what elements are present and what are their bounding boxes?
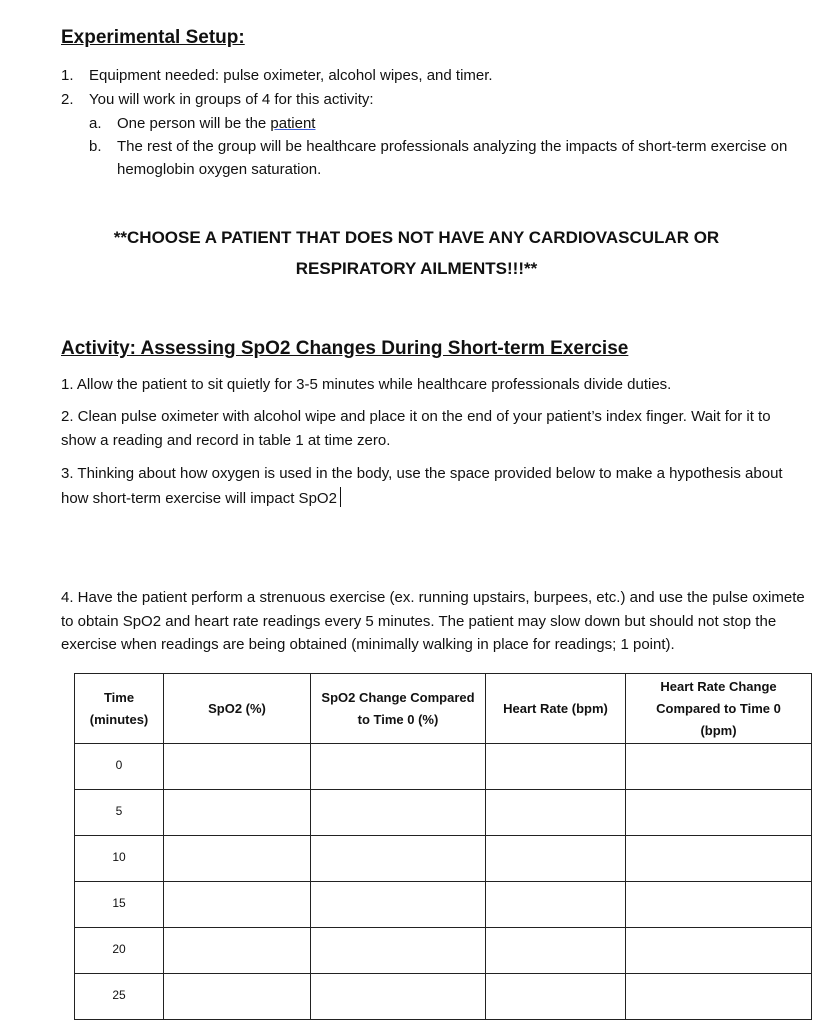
step-1: 1. Allow the patient to sit quietly for 3-5 minutes while healthcare professionals divide duties. — [61, 376, 672, 393]
setup-heading: Experimental Setup: — [61, 27, 245, 48]
step-3-line2: how short-term exercise will impact SpO2 — [61, 490, 337, 507]
step-4-line2: to obtain SpO2 and heart rate readings every 5 minutes. The patient may slow down but should not stop the — [61, 613, 777, 630]
table-header-row — [75, 674, 812, 744]
setup-item-1 — [61, 64, 74, 88]
spo2-cell[interactable] — [164, 974, 311, 1020]
heart-rate-cell[interactable] — [486, 744, 626, 790]
setup-item-2-text: You will work in groups of 4 for this activity: — [89, 91, 374, 108]
heart-rate-change-cell[interactable] — [626, 974, 812, 1020]
step-4-line3: exercise when readings are being obtained (minimally walking in place for readings; 1 point). — [61, 636, 675, 653]
step-2-line2: show a reading and record in table 1 at time zero. — [61, 432, 391, 449]
table-row — [75, 790, 812, 836]
spo2-change-cell[interactable] — [311, 974, 486, 1020]
heart-rate-change-cell[interactable] — [626, 882, 812, 928]
heart-rate-cell[interactable] — [486, 974, 626, 1020]
subitem-b-line2: hemoglobin oxygen saturation. — [117, 161, 322, 178]
table-row — [75, 974, 812, 1020]
header-heart-rate-change: Heart Rate Change Compared to Time 0 (bpm) — [626, 674, 812, 744]
header-time: Time (minutes) — [75, 674, 164, 744]
table-row — [75, 882, 812, 928]
heart-rate-change-cell[interactable] — [626, 744, 812, 790]
warning-line-1: **CHOOSE A PATIENT THAT DOES NOT HAVE ANY CARDIOVASCULAR OR — [113, 228, 720, 247]
spo2-cell[interactable] — [164, 744, 311, 790]
spo2-change-cell[interactable] — [311, 790, 486, 836]
activity-heading: Activity: Assessing SpO2 Changes During Short-term Exercise — [61, 338, 629, 359]
spo2-cell[interactable] — [164, 836, 311, 882]
spo2-change-cell[interactable] — [311, 744, 486, 790]
heart-rate-cell[interactable] — [486, 790, 626, 836]
time-cell: 25 — [75, 974, 164, 1020]
table-row — [75, 744, 812, 790]
heart-rate-cell[interactable] — [486, 836, 626, 882]
step-2-line1: 2. Clean pulse oximeter with alcohol wipe and place it on the end of your patient’s index finger. Wait for it to — [61, 408, 771, 425]
list-number: 1. — [61, 67, 74, 84]
subitem-b-line1: The rest of the group will be healthcare professionals analyzing the impacts of short-term exercise on — [117, 138, 788, 155]
spo2-cell[interactable] — [164, 928, 311, 974]
spo2-change-cell[interactable] — [311, 928, 486, 974]
subitem-a — [117, 112, 315, 136]
heart-rate-change-cell[interactable] — [626, 836, 812, 882]
heart-rate-change-cell[interactable] — [626, 928, 812, 974]
spo2-cell[interactable] — [164, 790, 311, 836]
spo2-cell[interactable] — [164, 882, 311, 928]
data-table — [74, 673, 812, 1020]
text-cursor — [340, 487, 341, 507]
header-spo2: SpO2 (%) — [164, 674, 311, 744]
setup-item-2 — [61, 88, 74, 112]
time-cell: 15 — [75, 882, 164, 928]
heart-rate-cell[interactable] — [486, 928, 626, 974]
setup-item-1-text: Equipment needed: pulse oximeter, alcohol wipes, and timer. — [89, 67, 493, 84]
heart-rate-cell[interactable] — [486, 882, 626, 928]
time-cell: 0 — [75, 744, 164, 790]
patient-link: patient — [270, 115, 316, 132]
spo2-change-cell[interactable] — [311, 836, 486, 882]
time-cell: 20 — [75, 928, 164, 974]
spo2-change-cell[interactable] — [311, 882, 486, 928]
table-row — [75, 836, 812, 882]
heart-rate-change-cell[interactable] — [626, 790, 812, 836]
time-cell: 5 — [75, 790, 164, 836]
time-cell: 10 — [75, 836, 164, 882]
step-3-line2-wrap[interactable] — [61, 487, 341, 511]
list-number: 2. — [61, 91, 74, 108]
subitem-b-letter: b. — [89, 138, 102, 155]
subitem-a-text: One person will be the — [117, 115, 271, 132]
warning-line-2: RESPIRATORY AILMENTS!!!** — [295, 259, 538, 278]
step-4-line1: 4. Have the patient perform a strenuous exercise (ex. running upstairs, burpees, etc.) and use the pulse oximete — [61, 589, 805, 606]
header-heart-rate: Heart Rate (bpm) — [486, 674, 626, 744]
step-3-line1: 3. Thinking about how oxygen is used in the body, use the space provided below to make a hypothesis about — [61, 465, 783, 482]
table-row — [75, 928, 812, 974]
subitem-a-letter: a. — [89, 115, 102, 132]
header-spo2-change: SpO2 Change Compared to Time 0 (%) — [311, 674, 486, 744]
